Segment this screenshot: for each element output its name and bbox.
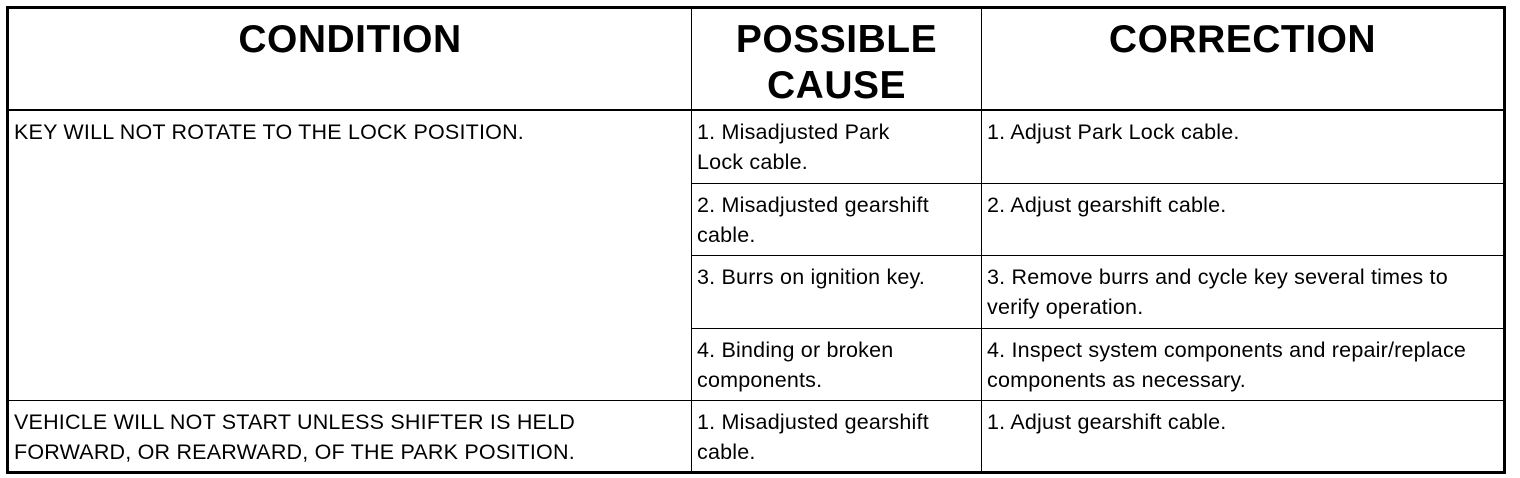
cause-cell: 4. Binding or broken components. [692, 328, 982, 400]
condition-header: CONDITION [8, 8, 692, 111]
table-header [8, 8, 1505, 111]
correction-cell: 4. Inspect system components and repair/replace components as necessary. [982, 328, 1505, 400]
possible-cause-header: POSSIBLE CAUSE [692, 8, 982, 111]
correction-header: CORRECTION [982, 8, 1505, 111]
table-row [8, 400, 1505, 472]
correction-cell: 2. Adjust gearshift cable. [982, 183, 1505, 255]
condition-cell: KEY WILL NOT ROTATE TO THE LOCK POSITION. [8, 110, 692, 400]
cause-cell: 3. Burrs on ignition key. [692, 255, 982, 328]
cause-cell: 1. Misadjusted Park Lock cable. [692, 110, 982, 183]
cause-cell: 2. Misadjusted gearshift cable. [692, 183, 982, 255]
correction-cell: 1. Adjust gearshift cable. [982, 400, 1505, 472]
correction-cell: 1. Adjust Park Lock cable. [982, 110, 1505, 183]
table-body [8, 110, 1505, 472]
correction-cell: 3. Remove burrs and cycle key several times to verify operation. [982, 255, 1505, 328]
header-row [8, 8, 1505, 111]
cause-cell: 1. Misadjusted gearshift cable. [692, 400, 982, 472]
table-row [8, 110, 1505, 183]
condition-cell: VEHICLE WILL NOT START UNLESS SHIFTER IS HELD FORWARD, OR REARWARD, OF THE PARK POSITION. [8, 400, 692, 472]
diagnosis-table [6, 6, 1506, 474]
